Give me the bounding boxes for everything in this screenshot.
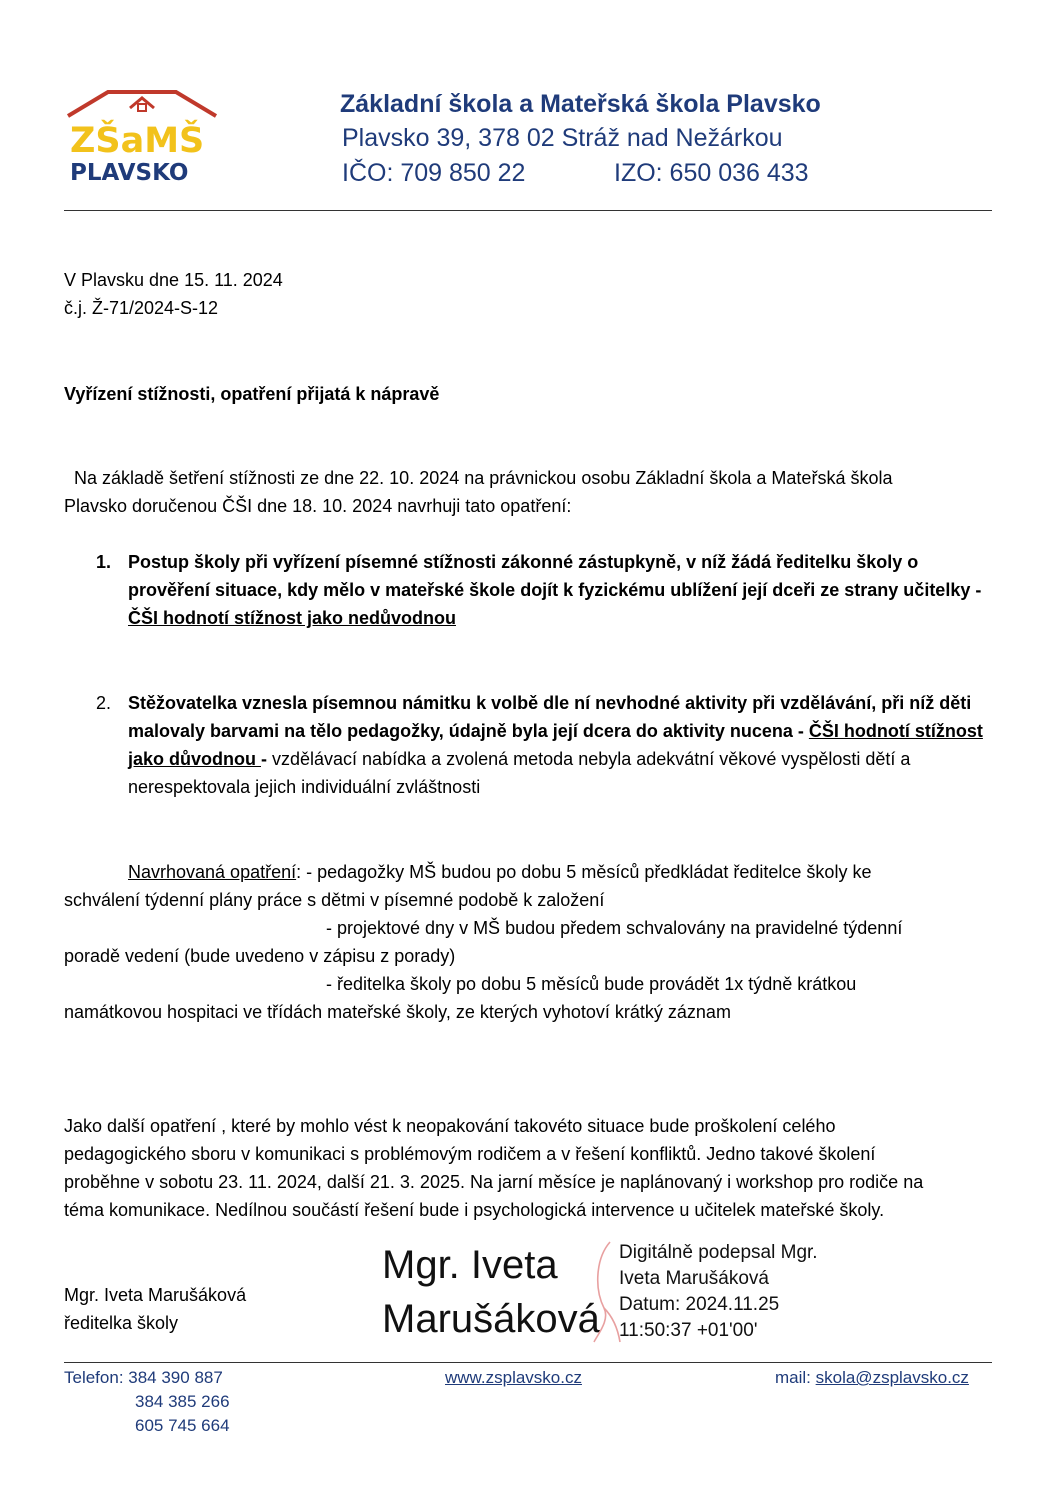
school-ico: IČO: 709 850 22	[342, 159, 526, 187]
further-line-1: Jako další opatření , které by mohlo vést k neopakování takovéto situace bude proškolení celého	[64, 1116, 836, 1136]
date-line: V Plavsku dne 15. 11. 2024	[64, 270, 283, 290]
item-verdict: ČŠI hodnotí stížnost jako nedůvodnou	[128, 608, 456, 628]
reference-number: č.j. Ž-71/2024-S-12	[64, 298, 219, 318]
measure-3-second-line: namátkovou hospitaci ve třídách mateřské školy, ze kterých vyhotoví krátký záznam	[64, 1002, 731, 1022]
signature-info-line-4: 11:50:37 +01'00'	[619, 1320, 758, 1341]
measures-colon: :	[296, 862, 302, 882]
header-divider	[64, 210, 992, 211]
web-link-text[interactable]: www.zsplavsko.cz	[445, 1368, 582, 1387]
school-name: Základní škola a Mateřská škola Plavsko	[340, 90, 821, 118]
digital-signature-info	[619, 1240, 818, 1344]
school-izo: IZO: 650 036 433	[614, 159, 809, 187]
item-text: Postup školy při vyřízení písemné stížnosti zákonné zástupkyně, v níž žádá ředitelku školy o prověření situace, kdy mělo v mateřské škole dojít k fyzickému ublížení její dceři ze strany učitelky -	[128, 552, 982, 600]
footer-divider	[64, 1362, 992, 1363]
mail-link[interactable]: skola@zsplavsko.cz	[815, 1368, 969, 1387]
further-line-3: proběhne v sobotu 23. 11. 2024, další 21. 3. 2025. Na jarní měsíce je naplánovaný i workshop pro rodiče na	[64, 1172, 924, 1192]
footer-web-link[interactable]	[445, 1366, 582, 1390]
intro-line-2: Plavsko doručenou ČŠI dne 18. 10. 2024 navrhuji tato opatření:	[64, 496, 572, 516]
document-title: Vyřízení stížnosti, opatření přijatá k nápravě	[64, 384, 440, 404]
measure-1-first-line	[128, 858, 871, 886]
footer-phone-3: 605 745 664	[135, 1416, 230, 1435]
item-number: 1.	[96, 552, 112, 572]
signatory-role: ředitelka školy	[64, 1313, 179, 1333]
measure-2-first-line: - projektové dny v MŠ budou předem schvalovány na pravidelné týdenní	[326, 918, 903, 938]
measures-label: Navrhovaná opatření	[128, 862, 297, 882]
school-address: Plavsko 39, 378 02 Stráž nad Nežárkou	[342, 124, 783, 152]
further-line-2: pedagogického sboru v komunikaci s problémovým rodičem a v řešení konfliktů. Jedno takové školení	[64, 1144, 876, 1164]
signature-info-line-3: Datum: 2024.11.25	[619, 1294, 780, 1315]
item-number: 2.	[96, 693, 112, 713]
measure-2-second-line: poradě vedení (bude uvedeno v zápisu z porady)	[64, 946, 456, 966]
signature-name-line-1: Mgr. Iveta	[382, 1243, 558, 1287]
further-line-4: téma komunikace. Nedílnou součástí řešení bude i psychologická intervence u učitelek mateřské školy.	[64, 1200, 885, 1220]
measure-3-first-line: - ředitelka školy po dobu 5 měsíců bude provádět 1x týdně krátkou	[326, 974, 857, 994]
signature-info-line-2: Iveta Marušáková	[619, 1268, 769, 1289]
digital-signature-name	[382, 1240, 600, 1344]
footer-mail	[775, 1366, 969, 1390]
school-logo	[64, 88, 220, 188]
item-rest: vzdělávací nabídka a zvolená metoda nebyla adekvátní věkové vyspělosti dětí a nerespektovala jejich individuální zvláštnosti	[128, 749, 911, 797]
footer-phone-2: 384 385 266	[135, 1392, 230, 1411]
footer-phone-1: Telefon: 384 390 887	[64, 1368, 223, 1387]
intro-line-1: Na základě šetření stížnosti ze dne 22. 10. 2024 na právnickou osobu Základní škola a Mateřská škola	[74, 468, 893, 488]
signature-name-line-2: Marušáková	[382, 1297, 600, 1341]
item-text: Stěžovatelka vznesla písemnou námitku k volbě dle ní nevhodné aktivity při vzdělávání, při níž děti malovaly barvami na tělo pedagožky, údajně byla její dcera do aktivity nucena -	[128, 693, 972, 741]
measure-1-second-line: schválení týdenní plány práce s dětmi v písemné podobě k založení	[64, 890, 605, 910]
item-dash: -	[261, 749, 267, 769]
measure-1-text: - pedagožky MŠ budou po dobu 5 měsíců předkládat ředitelce školy ke	[301, 862, 872, 882]
signature-info-line-1: Digitálně podepsal Mgr.	[619, 1242, 818, 1263]
logo-text-top: ZŠaMŠ	[70, 121, 205, 161]
house-roof-icon	[64, 88, 220, 188]
signatory-name: Mgr. Iveta Marušáková	[64, 1285, 247, 1305]
logo-text-bottom: PLAVSKO	[70, 160, 189, 186]
mail-label: mail:	[775, 1368, 816, 1387]
item-verdict: ČŠI hodnotí stížnost jako důvodnou	[128, 721, 983, 769]
